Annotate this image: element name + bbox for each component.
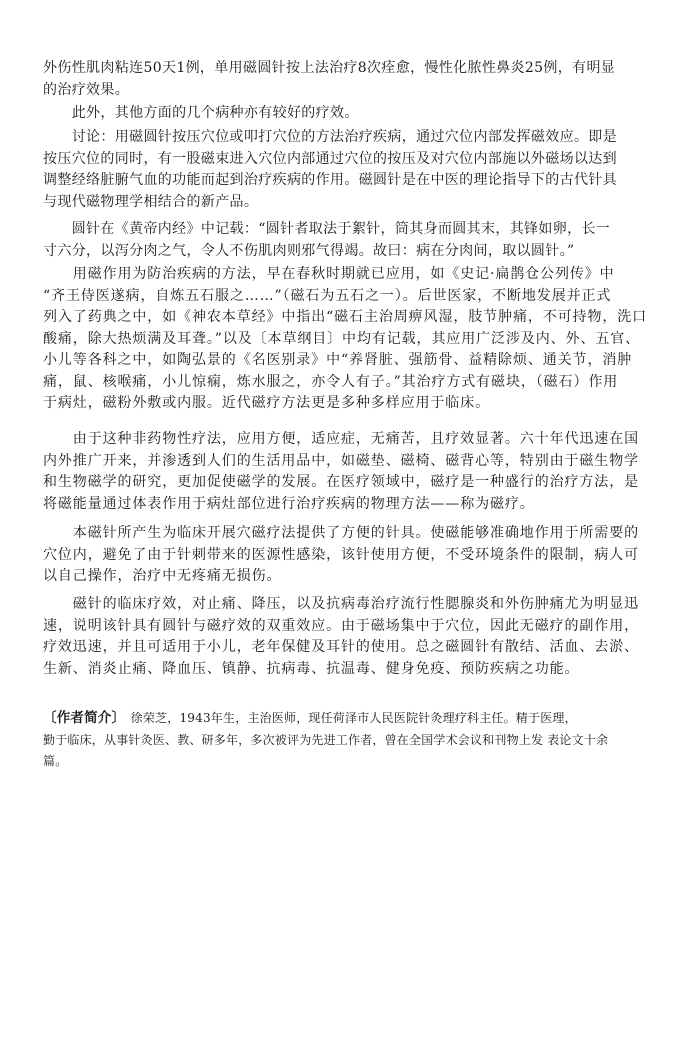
text-line: 外伤性肌肉粘连50天1例，单用磁圆针按上法治疗8次痊愈，慢性化脓性鼻炎25例，有明显 (43, 60, 616, 76)
text-line: 酸痛，除大热烦满及耳聋。”以及〔本草纲目〕中均有记载，其应用广泛涉及内、外、五官、 (43, 330, 641, 347)
paragraph-nondrug-therapy (43, 429, 661, 515)
text-line: 生新、消炎止痛、降血压、镇静、抗病毒、抗温毒、健身免疫、预防疾病之功能。 (43, 660, 580, 677)
author-bio (43, 708, 661, 773)
text-line: 和生物磁学的研究，更加促使磁学的发展。在医疗领域中，磁疗是一种盛行的治疗方法，是 (43, 474, 639, 490)
text-line: 将磁能量通过体表作用于病灶部位进行治疗疾病的物理方法——称为磁疗。 (43, 495, 535, 512)
text-line: 以自己操作，治疗中无疼痛无损伤。 (43, 568, 282, 584)
text-line: 用磁作用为防治疾病的方法，早在春秋时期就已应用，如《史记·扁鹊仓公列传》中 (43, 266, 615, 282)
text-line: 磁针的临床疗效，对止痛、降压，以及抗病毒治疗流行性腮腺炎和外伤肿痛尤为明显迅 (43, 596, 639, 612)
text-line: 按压穴位的同时，有一股磁束进入穴位内部通过穴位的按压及对穴位内部施以外磁场以达到 (43, 150, 617, 167)
text-line: 调整经络脏腑气血的功能而起到治疗疾病的作用。磁圆针是在中医的理论指导下的古代针具 (43, 172, 617, 188)
author-bio-text: 徐荣芝，1943年生，主治医师，现任荷泽市人民医院针灸理疗科主任。精于医理， (118, 711, 577, 725)
text-line: 小儿等各科之中，如陶弘景的《名医别录》中“养肾脏、强筋骨、益精除烦、通关节，消肿 (43, 352, 633, 368)
text-line: “齐王侍医遂病，自炼五石服之……”（磁石为五石之一）。后世医家，不断地发展并正式 (43, 287, 612, 304)
paragraph-discussion (43, 127, 661, 213)
text-line: 寸六分，以泻分肉之气，令人不伤肌肉则邪气得竭。故曰：病在分肉间，取以圆针。” (43, 242, 575, 259)
author-bio-heading: 〔作者简介〕 (43, 710, 119, 726)
text-line: 痛，鼠、核喉痛，小儿惊痫，炼水服之，亦令人有子。”其治疗方式有磁块，（磁石）作用 (43, 373, 619, 390)
text-line: 疗效迅速，并且可适用于小儿，老年保健及耳针的使用。总之磁圆针有散结、活血、去淤、 (43, 639, 639, 655)
text-line: 内外推广开来，并渗透到人们的生活用品中，如磁垫、磁椅、磁背心等，特别由于磁生物学 (43, 452, 639, 469)
text-line: 本磁针所产生为临床开展穴磁疗法提供了方便的针具。使磁能够准确地作用于所需要的 (43, 525, 639, 541)
text-line: 勤于临床，从事针灸医、教、研多年，多次被评为先进工作者，曾在全国学术会议和刊物上发 表论文十余 (43, 732, 609, 747)
paragraph-other-diseases (43, 103, 661, 125)
text-line: 篇。 (43, 754, 68, 768)
text-line: 由于这种非药物性疗法，应用方便，适应症，无痛苦，且疗效显著。六十年代迅速在国 (43, 431, 639, 447)
text-line: 的治疗效果。 (43, 81, 130, 98)
text-line: 与现代磁物理学相结合的新产品。 (43, 193, 259, 210)
paragraph-needle-tool (43, 523, 661, 588)
paragraph-history (43, 264, 661, 415)
paragraph-clinical-effect (43, 594, 661, 680)
paragraph-case-report (43, 58, 661, 101)
text-line: 于病灶，磁粉外敷或内服。近代磁疗方法更是多种多样应用于临床。 (43, 395, 490, 411)
text-line: 圆针在《黄帝内经》中记载：“圆针者取法于絮针，筒其身而圆其末，其锋如卵，长一 (43, 221, 611, 237)
text-line: 速，说明该针具有圆针与磁疗效的双重效应。由于磁场集中于穴位，因此无磁疗的副作用， (43, 617, 639, 634)
text-line: 此外，其他方面的几个病种亦有较好的疗效。 (43, 105, 359, 121)
author-bio-first-line (43, 708, 661, 730)
paragraph-neijing (43, 219, 661, 262)
text-line: 讨论：用磁圆针按压穴位或叩打穴位的方法治疗疾病，通过穴位内部发挥磁效应。即是 (43, 129, 617, 145)
text-line: 列入了药典之中，如《神农本草经》中指出“磁石主治周痹风湿，肢节肿痛，不可持物，洗口 (43, 309, 648, 325)
text-line: 穴位内，避免了由于针刺带来的医源性感染，该针使用方便，不受环境条件的限制，病人可 (43, 546, 639, 563)
